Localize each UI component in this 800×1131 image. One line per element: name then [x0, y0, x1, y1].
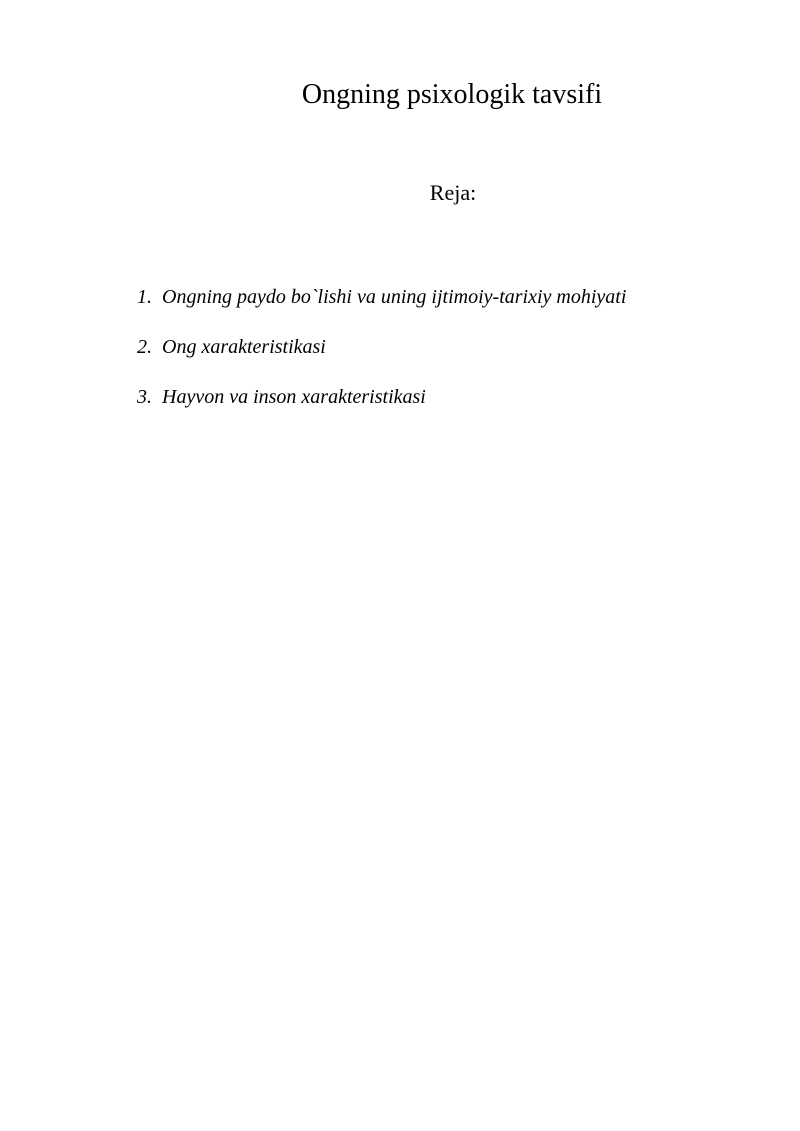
plan-item-number: 2. — [137, 336, 152, 358]
plan-item-text: Hayvon va inson xarakteristikasi — [162, 386, 426, 408]
plan-item-text: Ongning paydo bo`lishi va uning ijtimoiy-tarixiy mohiyati — [162, 286, 627, 308]
plan-item-number: 1. — [137, 286, 152, 308]
plan-item-2 — [137, 333, 777, 361]
plan-list — [137, 283, 777, 433]
plan-item-number: 3. — [137, 386, 152, 408]
plan-item-3 — [137, 383, 777, 411]
document-title: Ongning psixologik tavsifi — [301, 79, 603, 110]
plan-heading: Reja: — [429, 180, 477, 205]
plan-item-1 — [137, 283, 777, 311]
plan-item-text: Ong xarakteristikasi — [162, 336, 326, 358]
